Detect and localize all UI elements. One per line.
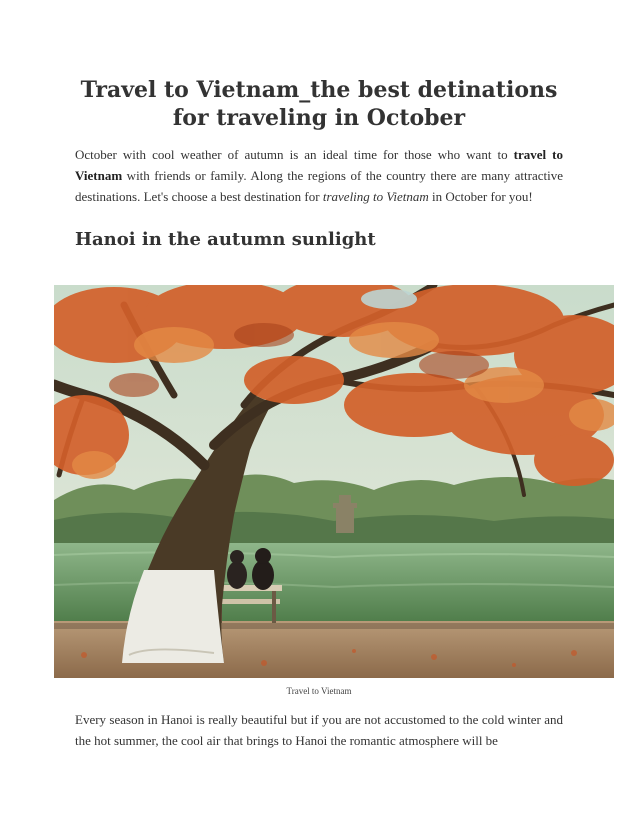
image-caption: Travel to Vietnam bbox=[286, 686, 352, 696]
article-title: Travel to Vietnam_the best detinations for traveling in October bbox=[80, 77, 558, 131]
intro-text-2: with friends or family. Along the regions of the country there are many attractive destinations. Let's choose a best destination for bbox=[75, 168, 563, 204]
intro-text-1: October with cool weather of autumn is an ideal time for those who want to bbox=[75, 147, 514, 162]
travel-to-vietnam-link[interactable]: travel to Vietnam bbox=[75, 147, 563, 183]
body-paragraph: Every season in Hanoi is really beautiful but if you are not accustomed to the cold winter and the hot summer, the cool air that brings to Hanoi the romantic atmosphere will be bbox=[75, 712, 563, 748]
traveling-to-vietnam-link[interactable]: traveling to Vietnam bbox=[322, 189, 429, 204]
section-heading: Hanoi in the autumn sunlight bbox=[75, 229, 376, 250]
hanoi-autumn-photo bbox=[54, 285, 614, 678]
intro-text-3: in October for you! bbox=[428, 189, 533, 204]
intro-paragraph bbox=[75, 144, 563, 207]
